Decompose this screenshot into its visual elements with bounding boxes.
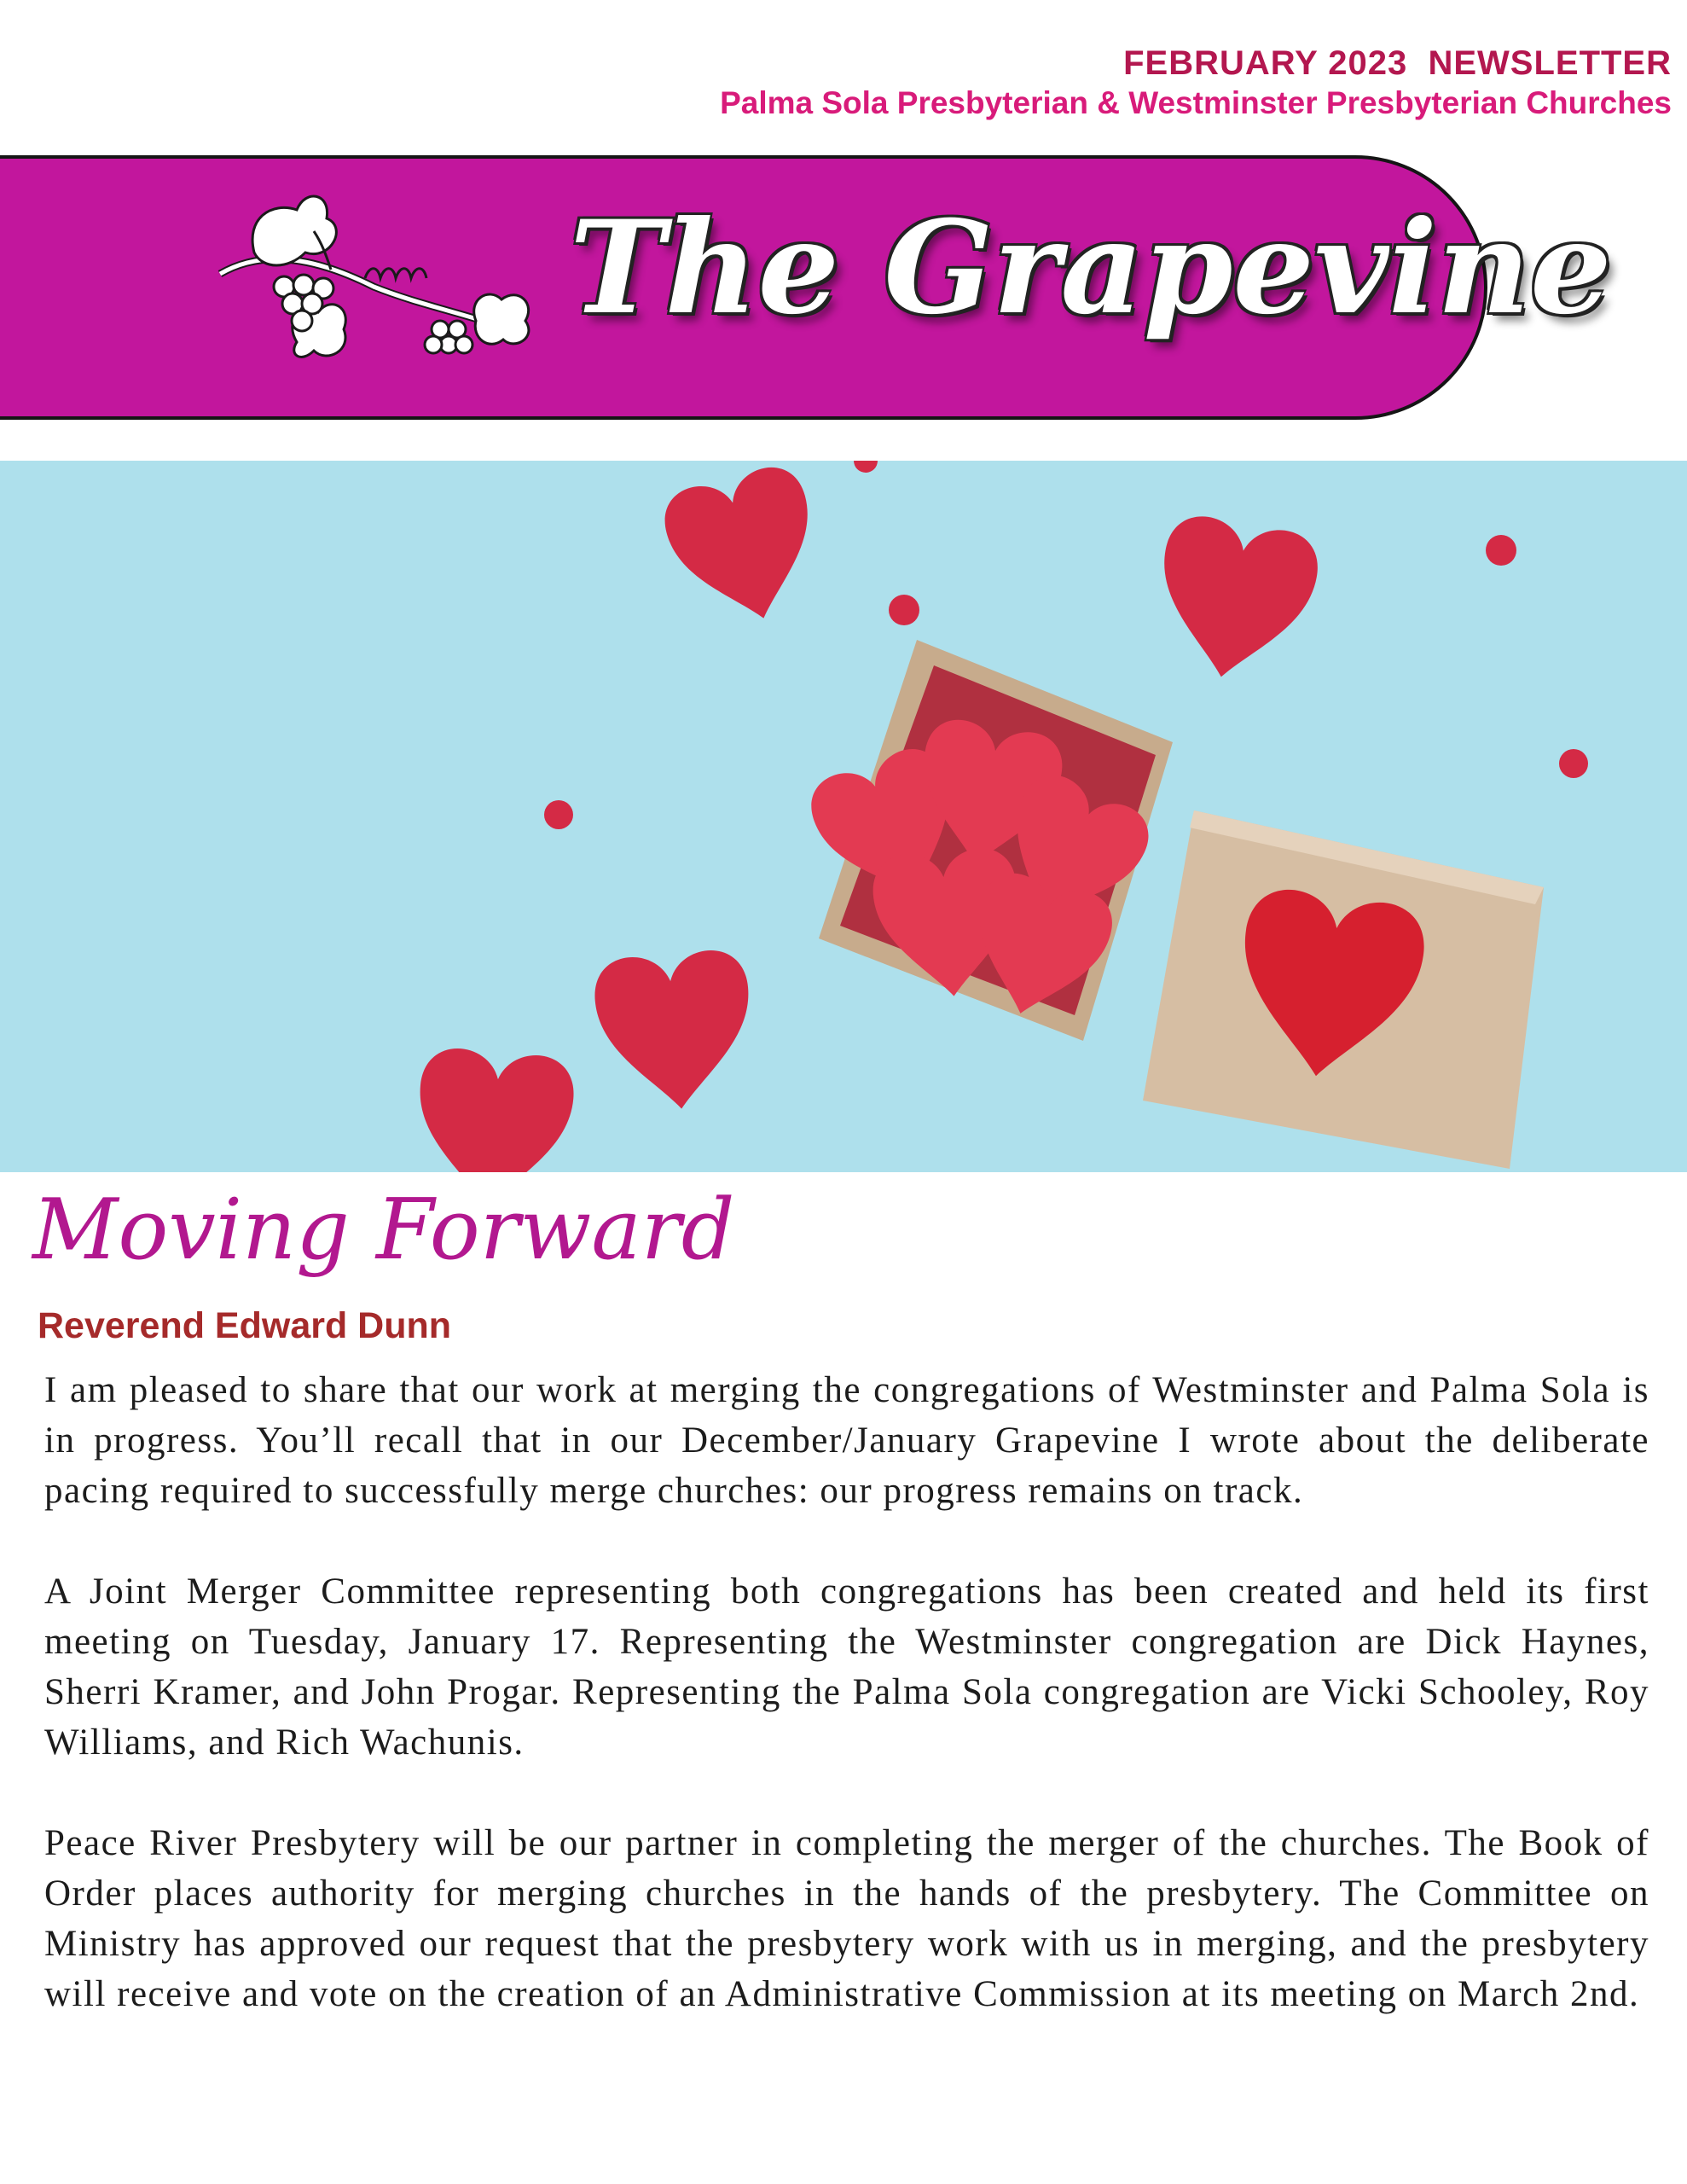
article-paragraph: A Joint Merger Committee representing both congregations has been created and held its first meeting on Tuesday, January 17. Representing the Westminster congregation are Dick Haynes, Sherri Kramer, and John Progar. Representing the Palma Sola congregation are Vicki Schooley, Roy Williams, and Rich Wachunis. <box>44 1571 1649 1763</box>
article-title: Moving Forward <box>32 1182 735 1279</box>
box-of-red-hearts-image <box>0 461 1687 1172</box>
newsletter-title: The Grapevine <box>570 193 1612 343</box>
church-names: Palma Sola Presbyterian & Westminster Presbyterian Churches <box>720 85 1672 120</box>
newsletter-date: FEBRUARY 2023 NEWSLETTER <box>1123 44 1672 82</box>
article-paragraph: Peace River Presbytery will be our partner in completing the merger of the churches. The Book of Order places authority for merging churches in the hands of the presbytery. The Committee on Ministry has approved our request that the presbytery work with us in merging, and the presbytery will receive and vote on the creation of an Administrative Commission at its meeting on March 2nd. <box>44 1823 1649 2014</box>
article-body <box>44 1365 1649 2070</box>
article-author: Reverend Edward Dunn <box>38 1305 452 1346</box>
newsletter-header <box>720 43 1672 123</box>
article-paragraph: I am pleased to share that our work at merging the congregations of Westminster and Palma Sola is in progress. You’ll recall that in our December/January Grapevine I wrote about the deliberate pacing required to successfully merge churches: our progress remains on track. <box>44 1370 1649 1511</box>
grapevine-banner <box>0 155 1612 420</box>
grapevine-logo-icon <box>203 184 544 389</box>
